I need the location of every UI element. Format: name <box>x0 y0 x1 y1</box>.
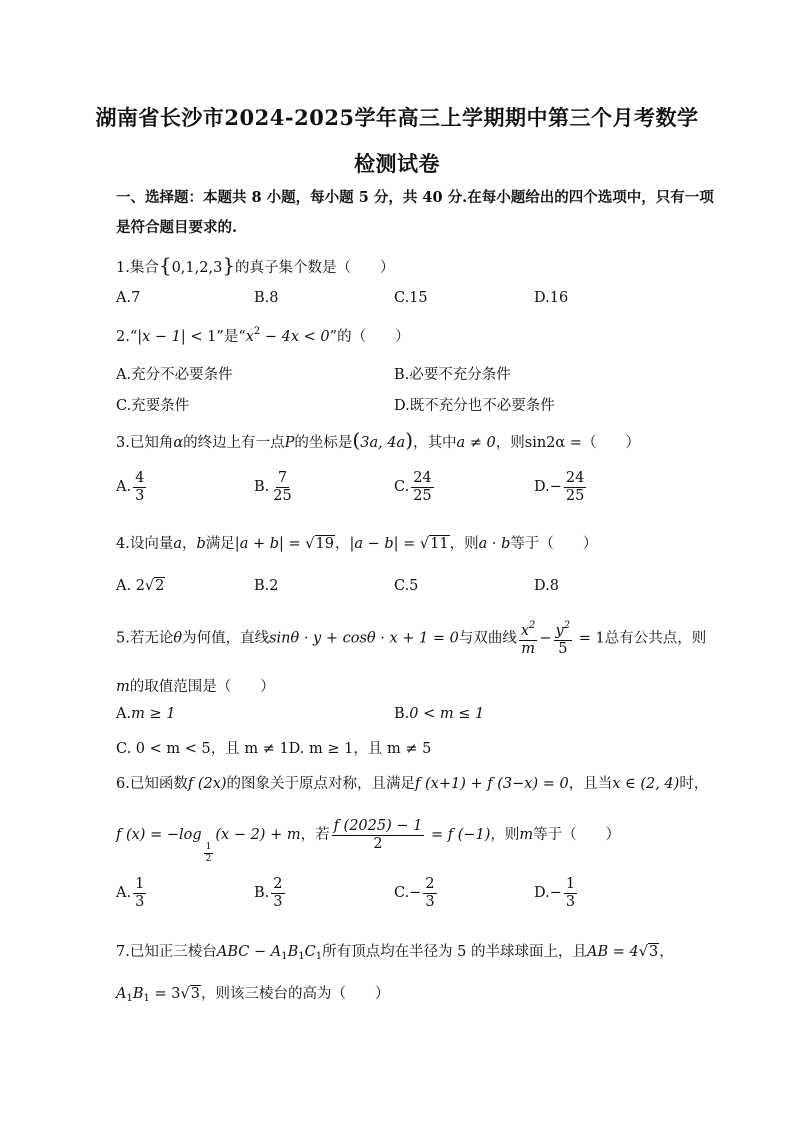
q4-eq2: = <box>398 536 420 552</box>
q7-s5: 1 <box>143 993 150 1004</box>
q5-m: m <box>116 679 130 695</box>
q6-b-den: 3 <box>273 893 283 910</box>
exam-title-line2: 检测试卷 <box>354 151 440 176</box>
q3-a-num: 4 <box>135 470 145 486</box>
q6-c-pre: C.− <box>394 885 422 902</box>
q4-post: 等于（ ） <box>510 536 598 552</box>
q6-f2x: f (2x) <box>187 776 227 792</box>
q3-b-frac <box>271 470 293 504</box>
q3-ask: sin2α = <box>524 435 582 451</box>
q1-option-c: C.15 <box>394 290 428 306</box>
section-heading-line2: 是符合题目要求的. <box>116 219 238 236</box>
q6-text1: 6.已知函数 <box>116 776 188 792</box>
q5-hm: m <box>521 640 535 657</box>
q6-text5: ，若 <box>300 827 330 844</box>
q7-text2: 所有顶点均在半径为 5 的半球球面上，且 <box>322 944 588 960</box>
q7-s1: 1 <box>281 951 288 962</box>
q4-bar4: | <box>393 536 399 552</box>
q4-bar2: | <box>278 536 284 552</box>
q3-text1: 3.已知角 <box>116 435 174 451</box>
q3-d-frac <box>564 470 586 504</box>
q2-post: ”的（ ） <box>329 329 410 345</box>
q3-a-pre: A. <box>116 479 132 496</box>
q3-paren-r: ) <box>405 428 413 452</box>
q2-expr-x: x <box>245 329 254 345</box>
q4-option-d: D.8 <box>534 578 559 594</box>
question-5 <box>116 620 706 657</box>
q2-option-a: A.充分不必要条件 <box>116 367 233 383</box>
q6-text3: ，且当 <box>568 776 613 792</box>
q4-text1: 4.设向量 <box>116 536 174 552</box>
q7-r3a: 3 <box>649 944 659 960</box>
q5-text5: 的取值范围是（ ） <box>129 679 275 695</box>
q6-option-c <box>394 876 439 910</box>
q5-minus: − <box>539 630 552 647</box>
q6-d-pre: D.− <box>534 885 562 902</box>
q3-point: P <box>284 435 295 451</box>
q2-option-b: B.必要不充分条件 <box>394 367 511 383</box>
q3-text4: ，其中 <box>413 435 457 451</box>
q2-mid: ”是“ <box>216 329 246 345</box>
q4-option-a <box>116 578 165 594</box>
q5-a-pre: A. <box>116 706 132 722</box>
q4-r11: 11 <box>430 536 449 552</box>
q1-brace-left: { <box>158 253 172 277</box>
q3-c-num: 24 <box>413 470 432 486</box>
q6-feq: = f (−1) <box>426 827 491 844</box>
q6-fe: f (x+1) + f (3−x) = 0 <box>415 776 569 792</box>
q4-eq1: = <box>283 536 306 552</box>
q3-a-den: 3 <box>135 487 145 504</box>
q4-option-c: C.5 <box>394 578 419 594</box>
q6-text7: 等于（ ） <box>533 827 621 844</box>
q3-option-a <box>116 470 148 504</box>
q5-option-cd: C. 0 < m < 5，且 m ≠ 1D. m ≥ 1，且 m ≠ 5 <box>116 741 432 757</box>
q4-vec-a: a <box>173 536 182 552</box>
q5-y2 <box>554 620 573 641</box>
q7-r3b: 3 <box>190 986 200 1002</box>
q7-radical1: √ <box>638 944 649 960</box>
q6-text4: 时， <box>679 776 709 792</box>
q5-b-pre: B. <box>394 706 410 722</box>
q4-option-b: B.2 <box>254 578 279 594</box>
q3-b-den: 25 <box>273 487 292 504</box>
q1-brace-right: } <box>222 253 236 277</box>
q7-text1: 7.已知正三棱台 <box>116 944 217 960</box>
q7-c: C <box>304 944 316 960</box>
question-3 <box>116 428 640 452</box>
q2-option-c: C.充要条件 <box>116 398 190 414</box>
q5-option-a <box>116 706 175 722</box>
question-6 <box>116 772 708 793</box>
q3-cond: a ≠ 0 <box>456 435 496 451</box>
q6-d-num: 1 <box>565 876 576 892</box>
q6-d-den: 3 <box>565 893 576 910</box>
q5-text4: 总有公共点，则 <box>604 630 707 647</box>
q1-option-b: B.8 <box>254 290 279 306</box>
q4-dot: a · b <box>478 536 511 552</box>
q7-b: B <box>287 944 299 960</box>
q5-text3: 与双曲线 <box>458 630 517 647</box>
q4-radical1: √ <box>305 536 315 552</box>
q2-sup: 2 <box>253 326 261 337</box>
q3-b-num: 7 <box>277 470 288 486</box>
q6-b-pre: B. <box>254 885 270 902</box>
q5-heq: = 1 <box>574 630 605 647</box>
q5-text1: 5.若无论 <box>116 630 174 647</box>
q6-text2: 的图象关于原点对称，且满足 <box>226 776 416 792</box>
question-1 <box>116 253 395 277</box>
q3-b-pre: B. <box>254 479 270 496</box>
q3-coord: 3a, 4a <box>360 435 406 451</box>
exam-title-line1: 湖南省长沙市2024-2025学年高三上学期期中第三个月考数学 <box>95 105 699 130</box>
q5-x-sup: 2 <box>529 620 536 631</box>
q2-option-d: D.既不充分也不必要条件 <box>394 398 555 414</box>
q3-c-den: 25 <box>413 487 432 504</box>
q6-line2a: f (x) = −log <box>116 827 202 844</box>
question-4 <box>116 532 597 553</box>
q5-line-eq: sinθ · y + cosθ · x + 1 = 0 <box>269 630 459 647</box>
q3-d-pre: D.− <box>534 479 562 496</box>
q5-text2: 为何值，直线 <box>182 630 270 647</box>
q6-fden: 2 <box>373 835 383 852</box>
q6-a-frac <box>133 876 146 910</box>
q2-pre: 2.“ <box>116 329 138 345</box>
q1-option-a: A.7 <box>116 290 141 306</box>
q4-vec-b: b <box>196 536 206 552</box>
q4-text2: 满足 <box>205 536 235 552</box>
q6-option-b <box>254 876 287 910</box>
q7-s4: 1 <box>126 993 133 1004</box>
q6-b-num: 2 <box>273 876 283 892</box>
q6-m: m <box>519 827 534 844</box>
q6-logbase-n: 1 <box>205 842 212 853</box>
q3-d-den: 25 <box>565 487 585 504</box>
q7-a1: A <box>116 986 127 1002</box>
q7-b1: B <box>132 986 144 1002</box>
q6-b-frac <box>271 876 284 910</box>
q6-a-den: 3 <box>135 893 145 910</box>
q2-abs-bar-r: | <box>180 329 186 345</box>
q6-logbase <box>204 842 214 864</box>
q3-text3: 的坐标是 <box>294 435 353 451</box>
q6-option-a <box>116 876 148 910</box>
q6-text6: ，则 <box>490 827 520 844</box>
q3-a-frac <box>133 470 146 504</box>
q4-text3: ，则 <box>449 536 479 552</box>
q3-option-d <box>534 470 588 504</box>
q6-logbase-d: 2 <box>205 853 212 864</box>
q5-y-sup: 2 <box>563 620 571 631</box>
q5-frac-x <box>519 620 538 657</box>
q7-text4: ，则该三棱台的高为（ ） <box>200 986 390 1002</box>
q4-diff: a − b <box>354 536 394 552</box>
question-5-line2 <box>116 675 275 696</box>
q6-c-frac <box>423 876 436 910</box>
q6-c-num: 2 <box>425 876 435 892</box>
q4-bar3: | <box>349 536 355 552</box>
q7-radical2: √ <box>180 986 190 1002</box>
q7-text3: ， <box>659 944 674 960</box>
q7-s3: 1 <box>315 951 323 962</box>
q2-abs: x − 1 <box>142 329 181 345</box>
q5-theta: θ <box>173 630 183 647</box>
q4-r19: 19 <box>315 536 334 552</box>
q6-c-den: 3 <box>425 893 435 910</box>
q5-frac-y <box>554 620 573 657</box>
q3-text2: 的终边上有一点 <box>183 435 285 451</box>
q4-a-rad: 2 <box>155 578 165 594</box>
q2-expr2: − 4x < 0 <box>260 329 330 345</box>
q3-post: （ ） <box>581 435 640 451</box>
q5-x2 <box>519 620 538 641</box>
q6-a-num: 1 <box>135 876 145 892</box>
q6-option-d <box>534 876 579 910</box>
q7-s2: 1 <box>298 951 305 962</box>
q5-hx: x <box>520 623 530 639</box>
question-7 <box>116 940 674 962</box>
q2-lt1: < 1 <box>185 329 217 345</box>
question-7-line2 <box>116 982 389 1004</box>
q6-a-pre: A. <box>116 885 132 902</box>
q5-option-b <box>394 706 484 722</box>
q6-xin: x ∈ (2, 4) <box>612 776 680 792</box>
q1-pre: 1.集合 <box>116 260 159 276</box>
question-6-line2 <box>116 818 620 864</box>
q3-option-c <box>394 470 436 504</box>
q2-abs-bar-l: | <box>137 329 143 345</box>
q3-c-pre: C. <box>394 479 410 496</box>
q6-d-frac <box>564 876 577 910</box>
q3-text5: ，则 <box>495 435 525 451</box>
q3-alpha: α <box>173 435 184 451</box>
q4-a-pre: A. 2 <box>116 578 145 594</box>
q4-radical2: √ <box>419 536 430 552</box>
q3-option-b <box>254 470 296 504</box>
q5-b-m: 0 < m ≤ 1 <box>409 706 485 722</box>
q3-d-num: 24 <box>565 470 585 486</box>
q7-name: ABC − A <box>216 944 282 960</box>
q7-ab: AB = 4 <box>587 944 639 960</box>
q4-sep2: ， <box>334 536 350 552</box>
q6-fnum: f (2025) − 1 <box>333 818 423 834</box>
q5-hy: y <box>555 623 564 639</box>
q1-post: 的真子集个数是（ ） <box>235 260 395 276</box>
q6-frac <box>332 818 425 852</box>
q1-option-d: D.16 <box>534 290 569 306</box>
q7-eq: = 3 <box>149 986 181 1002</box>
q5-a-m: m ≥ 1 <box>131 706 176 722</box>
q6-line2b: (x − 2) + m <box>215 827 301 844</box>
q5-h5: 5 <box>558 640 568 657</box>
q4-sum: a + b <box>239 536 279 552</box>
q3-c-frac <box>411 470 433 504</box>
q3-paren-l: ( <box>352 428 361 452</box>
q4-bar1: | <box>234 536 240 552</box>
q1-set: 0,1,2,3 <box>171 260 223 276</box>
section-heading-line1: 一、选择题：本题共 8 小题，每小题 5 分，共 40 分.在每小题给出的四个选项中，只有一项 <box>116 189 714 206</box>
q4-a-radical: √ <box>144 578 155 594</box>
question-2 <box>116 325 410 346</box>
q4-sep: ， <box>182 536 197 552</box>
